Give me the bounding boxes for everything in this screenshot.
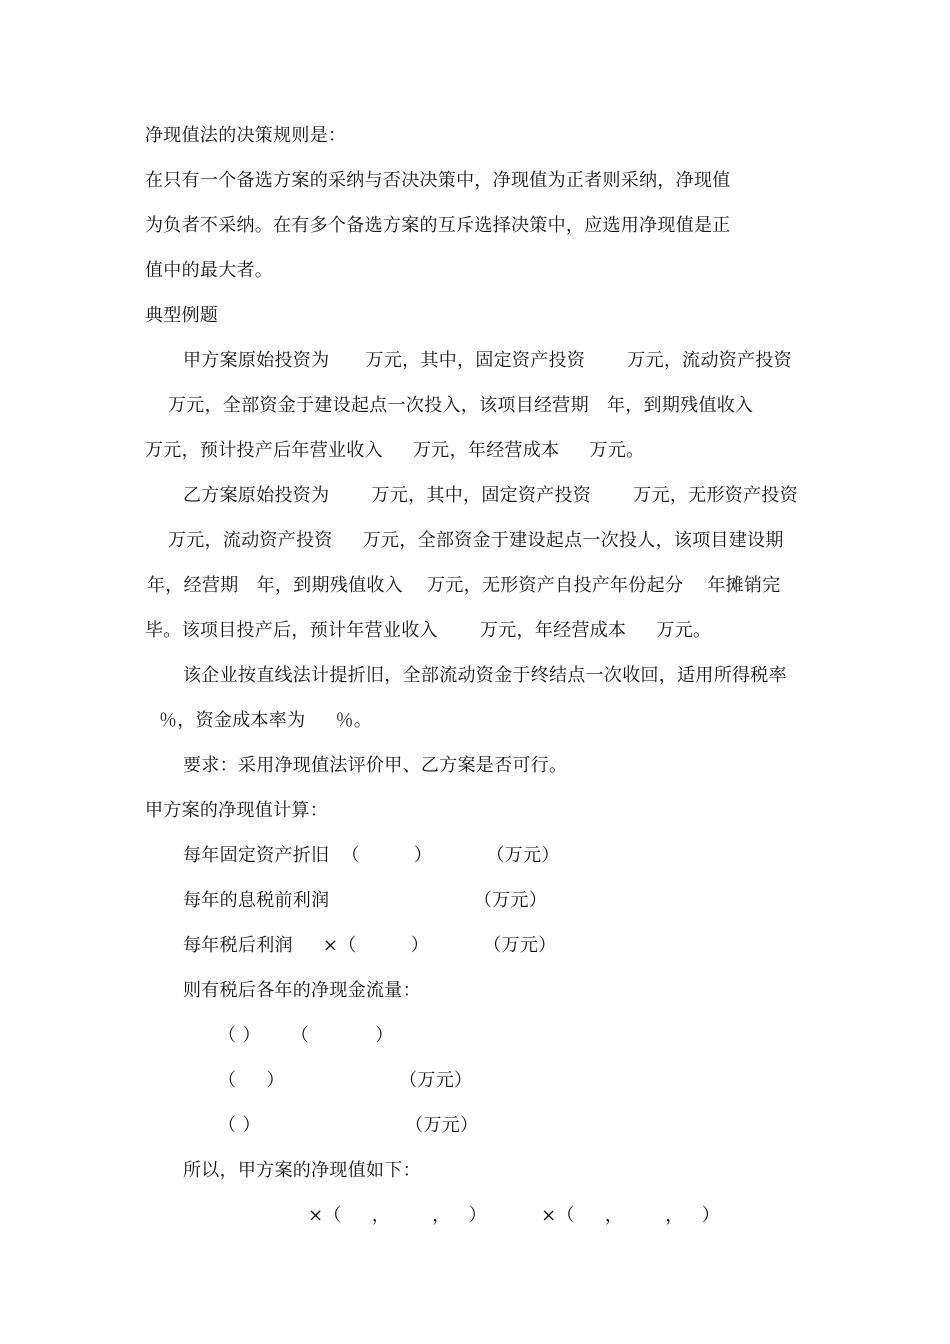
text-line: 甲方案的净现值计算： bbox=[145, 800, 328, 821]
formula-line: 每年固定资产折旧 （ ） （万元） bbox=[183, 845, 560, 866]
text-line: 在只有一个备选方案的采纳与否决决策中，净现值为正者则采纳，净现值 bbox=[145, 170, 731, 191]
text-line: 甲方案原始投资为 万元，其中，固定资产投资 万元，流动资产投资 bbox=[183, 350, 792, 371]
text-line: 值中的最大者。 bbox=[145, 260, 274, 281]
text-line: 则有税后各年的净现金流量： bbox=[183, 980, 421, 1001]
formula-line: （ ） （ ） bbox=[218, 1025, 394, 1046]
text-line: 所以，甲方案的净现值如下： bbox=[183, 1160, 421, 1181]
formula-line: （ ） （万元） bbox=[218, 1115, 479, 1136]
formula-line: ×（ ， ， ） ×（ ， ， ） bbox=[308, 1205, 721, 1226]
text-line: 乙方案原始投资为 万元，其中，固定资产投资 万元，无形资产投资 bbox=[183, 485, 798, 506]
formula-line: 每年的息税前利润 （万元） bbox=[183, 890, 548, 911]
text-line: 毕。该项目投产后，预计年营业收入 万元，年经营成本 万元。 bbox=[145, 620, 712, 641]
section-heading: 典型例题 bbox=[145, 305, 219, 326]
text-line: 万元，流动资产投资 万元，全部资金于建设起点一次投人，该项目建设期 bbox=[168, 530, 784, 551]
text-line: 净现值法的决策规则是： bbox=[145, 125, 347, 146]
formula-line: 每年税后利润 ×（ ） （万元） bbox=[183, 935, 557, 956]
text-line: 为负者不采纳。在有多个备选方案的互斥选择决策中，应选用净现值是正 bbox=[145, 215, 731, 236]
text-line: 该企业按直线法计提折旧，全部流动资金于终结点一次收回，适用所得税率 bbox=[183, 665, 787, 686]
text-line: 年，经营期 年，到期残值收入 万元，无形资产自投产年份起分 年摊销完 bbox=[147, 575, 781, 596]
formula-line: （ ） （万元） bbox=[218, 1070, 473, 1091]
text-line: ％，资金成本率为 ％。 bbox=[159, 710, 373, 731]
text-line: 万元，预计投产后年营业收入 万元，年经营成本 万元。 bbox=[145, 440, 645, 461]
text-line: 要求：采用净现值法评价甲、乙方案是否可行。 bbox=[183, 755, 568, 776]
text-line: 万元，全部资金于建设起点一次投入，该项目经营期 年，到期残值收入 bbox=[168, 395, 754, 416]
